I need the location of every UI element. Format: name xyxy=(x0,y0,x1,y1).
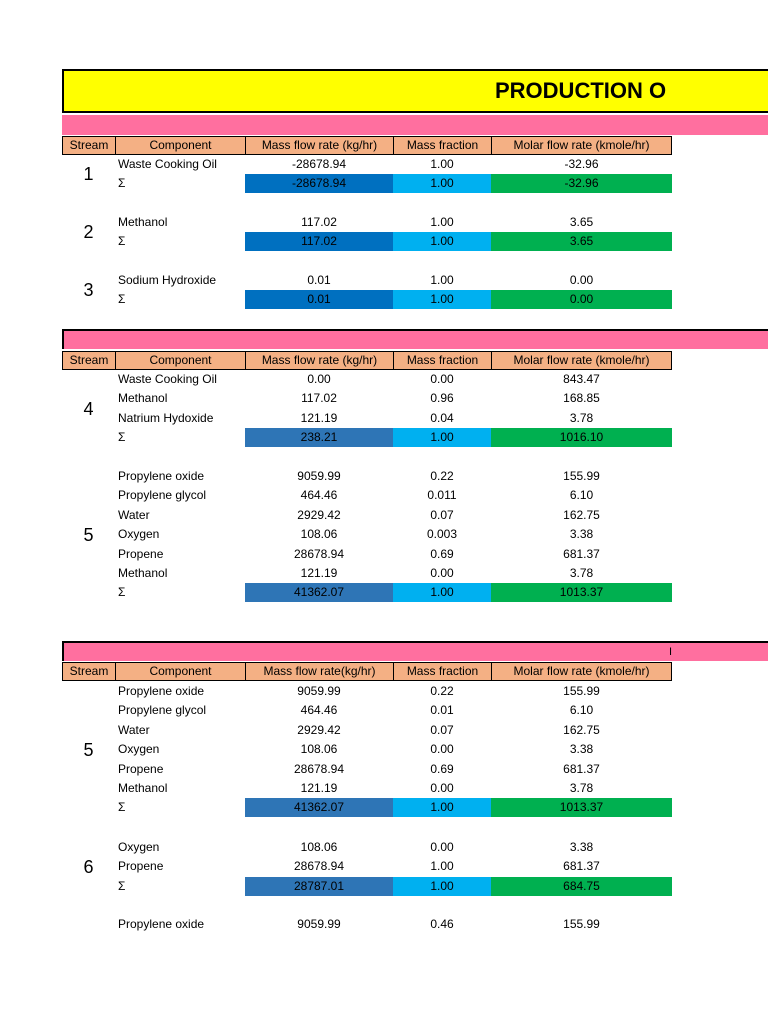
header-molar-flow: Molar flow rate (kmole/hr) xyxy=(513,138,650,152)
header-mass-flow: Mass flow rate(kg/hr) xyxy=(246,663,394,680)
mass-fraction-value: 0.22 xyxy=(430,684,454,698)
mass-flow-value: 464.46 xyxy=(300,703,338,718)
total-molar-flow: 3.65 xyxy=(491,232,672,251)
header-component: Component xyxy=(116,352,246,369)
component-name: Oxygen xyxy=(118,742,160,757)
mass-flow-value: 28678.94 xyxy=(293,761,345,776)
table-row xyxy=(62,545,672,564)
molar-flow-value: 3.65 xyxy=(569,215,594,229)
component-name: Natrium Hydoxide xyxy=(118,410,214,425)
mass-fraction-value: 0.69 xyxy=(430,761,454,776)
component-name: Methanol xyxy=(118,566,168,580)
section-2-header-row xyxy=(62,351,672,370)
mass-fraction-value: 0.04 xyxy=(430,410,454,425)
molar-flow-value: 162.75 xyxy=(563,507,600,522)
total-mass-flow: 117.02 xyxy=(245,232,393,251)
molar-flow-value: 155.99 xyxy=(563,469,600,483)
stream-number: 4 xyxy=(83,398,94,419)
header-molar-flow: Molar flow rate (kmole/hr) xyxy=(513,353,650,367)
component-name: Water xyxy=(118,507,150,522)
sum-symbol: Σ xyxy=(118,234,126,249)
mass-flow-value: 2929.42 xyxy=(297,507,341,522)
sum-symbol: Σ xyxy=(118,176,126,191)
total-mass-flow: 41362.07 xyxy=(245,798,393,817)
molar-flow-value: 3.78 xyxy=(569,566,594,580)
mass-flow-value: 117.02 xyxy=(301,391,337,406)
mass-fraction-value: 0.96 xyxy=(430,391,454,406)
table-row xyxy=(62,486,672,505)
total-row xyxy=(62,232,672,251)
mass-fraction-value: 0.00 xyxy=(430,781,454,795)
stream-number: 2 xyxy=(83,222,94,243)
sum-symbol: Σ xyxy=(118,800,126,815)
table-row xyxy=(62,857,672,876)
stream-number: 1 xyxy=(83,164,94,185)
sum-symbol: Σ xyxy=(118,430,126,445)
total-mass-fraction: 1.00 xyxy=(393,877,491,896)
header-stream: Stream xyxy=(63,137,116,154)
section-1-header-row xyxy=(62,136,672,155)
mass-flow-value: 9059.99 xyxy=(297,469,341,483)
total-molar-flow: 1013.37 xyxy=(491,583,672,602)
table-row xyxy=(62,271,672,290)
header-mass-fraction: Mass fraction xyxy=(394,137,492,154)
mass-fraction-value: 1.00 xyxy=(430,215,454,229)
header-molar-flow: Molar flow rate (kmole/hr) xyxy=(513,664,650,678)
sum-symbol: Σ xyxy=(118,292,126,307)
molar-flow-value: 3.38 xyxy=(569,527,594,542)
section-3-header-row xyxy=(62,662,672,681)
mass-fraction-value: 0.69 xyxy=(430,546,454,561)
header-mass-flow: Mass flow rate (kg/hr) xyxy=(246,137,394,154)
mass-fraction-value: 1.00 xyxy=(430,859,454,874)
total-molar-flow: 1013.37 xyxy=(491,798,672,817)
molar-flow-value: 0.00 xyxy=(569,273,594,287)
header-component: Component xyxy=(116,137,246,154)
sum-symbol: Σ xyxy=(118,878,126,893)
section-2-banner xyxy=(62,329,768,349)
mass-fraction-value: 0.00 xyxy=(430,566,454,580)
header-stream: Stream xyxy=(63,663,116,680)
component-name: Methanol xyxy=(118,781,168,795)
table-row xyxy=(62,370,672,389)
mass-flow-value: -28678.94 xyxy=(291,157,347,171)
mass-fraction-value: 0.00 xyxy=(430,372,454,386)
molar-flow-value: 681.37 xyxy=(563,859,600,874)
table-row xyxy=(62,721,672,740)
table-row xyxy=(62,682,672,701)
component-name: Methanol xyxy=(118,391,168,406)
total-mass-fraction: 1.00 xyxy=(393,174,491,193)
section-1-banner xyxy=(62,115,768,135)
mass-fraction-value: 0.00 xyxy=(430,742,454,757)
mass-fraction-value: 0.011 xyxy=(427,488,457,503)
mass-flow-value: 28678.94 xyxy=(293,859,345,874)
component-name: Waste Cooking Oil xyxy=(118,372,217,386)
molar-flow-value: -32.96 xyxy=(564,157,599,171)
table-row xyxy=(62,915,672,934)
total-mass-fraction: 1.00 xyxy=(393,232,491,251)
table-row xyxy=(62,779,672,798)
mass-flow-value: 108.06 xyxy=(300,742,338,757)
mass-flow-value: 108.06 xyxy=(300,527,338,542)
table-row xyxy=(62,525,672,544)
mass-flow-value: 117.02 xyxy=(301,215,337,229)
total-mass-flow: 28787.01 xyxy=(245,877,393,896)
total-row xyxy=(62,428,672,447)
total-mass-flow: 41362.07 xyxy=(245,583,393,602)
total-molar-flow: 0.00 xyxy=(491,290,672,309)
total-molar-flow: 1016.10 xyxy=(491,428,672,447)
mass-flow-value: 9059.99 xyxy=(297,684,341,698)
molar-flow-value: 155.99 xyxy=(563,684,600,698)
mass-flow-value: 2929.42 xyxy=(297,722,341,737)
section-3-banner xyxy=(62,641,768,661)
mass-fraction-value: 1.00 xyxy=(430,157,454,171)
total-mass-flow: -28678.94 xyxy=(245,174,393,193)
mass-flow-value: 121.19 xyxy=(300,781,338,795)
component-name: Propene xyxy=(118,859,164,874)
mass-flow-value: 464.46 xyxy=(300,488,338,503)
header-mass-flow: Mass flow rate (kg/hr) xyxy=(246,352,394,369)
mass-flow-value: 121.19 xyxy=(300,410,338,425)
mass-fraction-value: 0.46 xyxy=(430,917,454,931)
mass-flow-value: 9059.99 xyxy=(297,917,341,931)
total-mass-fraction: 1.00 xyxy=(393,583,491,602)
component-name: Water xyxy=(118,722,150,737)
mass-flow-value: 108.06 xyxy=(300,840,338,854)
total-molar-flow: 684.75 xyxy=(491,877,672,896)
mass-fraction-value: 0.07 xyxy=(430,507,454,522)
table-row xyxy=(62,467,672,486)
total-row xyxy=(62,583,672,602)
molar-flow-value: 168.85 xyxy=(563,391,600,406)
stream-number: 5 xyxy=(83,739,94,760)
table-row xyxy=(62,701,672,720)
mass-fraction-value: 0.003 xyxy=(426,527,458,542)
total-mass-flow: 238.21 xyxy=(245,428,393,447)
component-name: Oxygen xyxy=(118,527,160,542)
mass-fraction-value: 0.07 xyxy=(430,722,454,737)
mass-fraction-value: 1.00 xyxy=(430,273,454,287)
component-name: Propylene glycol xyxy=(118,703,207,718)
page-title: PRODUCTION O xyxy=(495,78,667,103)
component-name: Methanol xyxy=(118,215,168,229)
header-mass-fraction: Mass fraction xyxy=(394,663,492,680)
table-row xyxy=(62,409,672,428)
stream-number: 3 xyxy=(83,280,94,301)
component-name: Sodium Hydroxide xyxy=(118,273,217,287)
component-name: Propene xyxy=(118,546,164,561)
total-mass-fraction: 1.00 xyxy=(393,290,491,309)
component-name: Waste Cooking Oil xyxy=(118,157,217,171)
mass-flow-value: 0.00 xyxy=(307,372,331,386)
component-name: Oxygen xyxy=(118,840,160,854)
mass-fraction-value: 0.01 xyxy=(430,703,454,718)
molar-flow-value: 155.99 xyxy=(563,917,600,931)
table-row xyxy=(62,760,672,779)
header-component: Component xyxy=(116,663,246,680)
table-row xyxy=(62,838,672,857)
molar-flow-value: 3.78 xyxy=(569,781,594,795)
mass-fraction-value: 0.00 xyxy=(430,840,454,854)
molar-flow-value: 162.75 xyxy=(563,722,600,737)
header-stream: Stream xyxy=(63,352,116,369)
table-row xyxy=(62,213,672,232)
total-row xyxy=(62,290,672,309)
molar-flow-value: 3.38 xyxy=(569,742,594,757)
mass-fraction-value: 0.22 xyxy=(430,469,454,483)
table-row xyxy=(62,740,672,759)
total-mass-fraction: 1.00 xyxy=(393,798,491,817)
table-row xyxy=(62,155,672,174)
component-name: Propene xyxy=(118,761,164,776)
table-row xyxy=(62,506,672,525)
molar-flow-value: 6.10 xyxy=(569,703,594,718)
molar-flow-value: 843.47 xyxy=(563,372,600,386)
total-row xyxy=(62,174,672,193)
mass-flow-value: 28678.94 xyxy=(293,546,345,561)
molar-flow-value: 3.38 xyxy=(569,840,594,854)
molar-flow-value: 3.78 xyxy=(569,410,594,425)
molar-flow-value: 6.10 xyxy=(569,488,594,503)
table-row xyxy=(62,389,672,408)
total-mass-flow: 0.01 xyxy=(245,290,393,309)
sum-symbol: Σ xyxy=(118,585,126,600)
component-name: Propylene oxide xyxy=(118,917,205,931)
table-row xyxy=(62,564,672,583)
total-row xyxy=(62,798,672,817)
stream-number: 5 xyxy=(83,524,94,545)
mass-flow-value: 0.01 xyxy=(307,273,331,287)
component-name: Propylene glycol xyxy=(118,488,207,503)
component-name: Propylene oxide xyxy=(118,684,205,698)
mass-flow-value: 121.19 xyxy=(300,566,338,580)
component-name: Propylene oxide xyxy=(118,469,205,483)
total-mass-fraction: 1.00 xyxy=(393,428,491,447)
stream-number: 6 xyxy=(83,857,94,878)
section-3-banner-text: I xyxy=(669,646,673,658)
molar-flow-value: 681.37 xyxy=(563,761,600,776)
total-row xyxy=(62,877,672,896)
total-molar-flow: -32.96 xyxy=(491,174,672,193)
header-mass-fraction: Mass fraction xyxy=(394,352,492,369)
molar-flow-value: 681.37 xyxy=(563,546,600,561)
